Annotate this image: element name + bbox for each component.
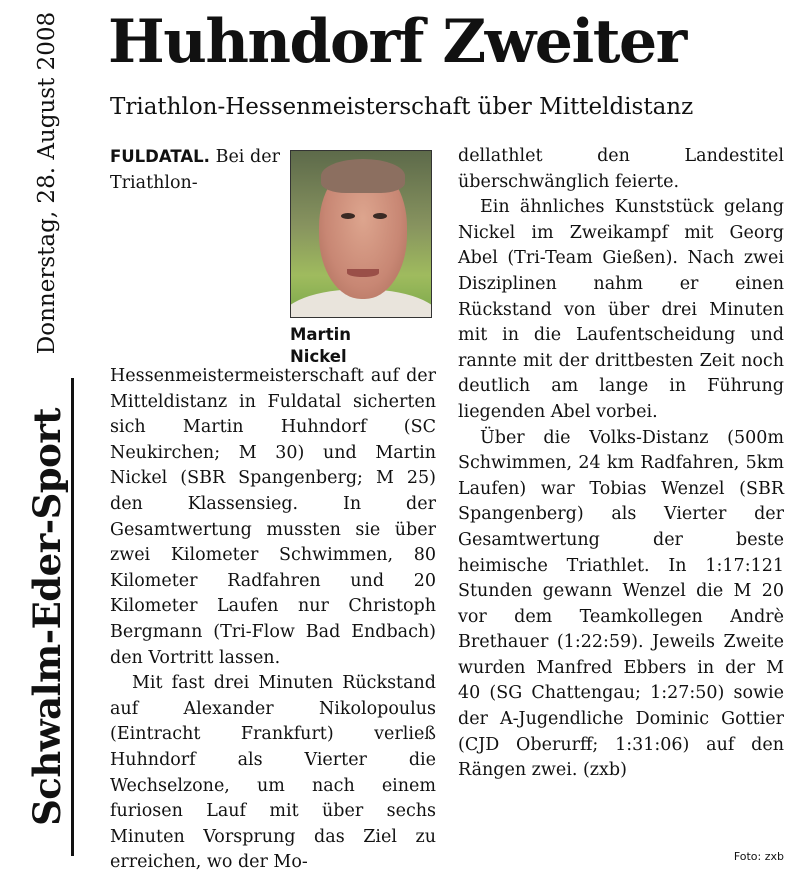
photo-block — [290, 150, 440, 366]
section-label: Schwalm-Eder-Sport — [25, 408, 69, 826]
section-divider — [71, 378, 74, 856]
dateline: FULDATAL. — [110, 147, 210, 166]
paragraph: Mit fast drei Minuten Rückstand auf Alexander Nikolopoulus (Eintracht Frankfurt) verließ Huhndorf als Vierter die Wechselzone, um nach einem furiosen Lauf mit über sechs Minuten Vorsprung das Ziel zu erreichen, wo der Mo- — [110, 673, 436, 873]
issue-date: Donnerstag, 28. August 2008 — [34, 11, 60, 355]
photo-credit: Foto: zxb — [733, 850, 784, 863]
paragraph: FULDATAL. Bei der Triathlon-Hessenmeistermeisterschaft auf der Mitteldistanz in Fuldatal sicherten sich Martin Huhndorf (SC Neukirchen; M 30) und Martin Nickel (SBR Spangenberg; M 25) den Klassensieg. In der Gesamtwertung mussten sie über zwei Kilometer Schwimmen, 80 Kilometer Radfahren und 20 Kilometer Laufen nur Christoph Bergmann (Tri-Flow Bad Endbach) den Vortritt lassen. — [110, 147, 436, 668]
paragraph: dellathlet den Landestitel überschwänglich feierte. — [458, 146, 784, 192]
paragraph: Über die Volks-Distanz (500m Schwimmen, 24 km Radfahren, 5km Laufen) war Tobias Wenzel (SBR Spangenberg) als Vierter der Gesamtwertung der beste heimische Triathlet. In 1:17:121 Stunden gewann Wenzel die M 20 vor dem Teamkollegen Andrè Brethauer (1:22:59). Jeweils Zweite wurden Manfred Ebbers in der M 40 (SG Chattengau; 1:27:50) sowie der A-Jugendliche Dominic Gottier (CJD Oberurff; 1:31:06) auf den Rängen zwei. (zxb) — [458, 427, 784, 781]
subheadline: Triathlon-Hessenmeisterschaft über Mitteldistanz — [110, 94, 694, 120]
article-column-1 — [110, 144, 436, 876]
photo-caption: Martin Nickel — [290, 325, 351, 366]
portrait-photo — [290, 150, 432, 318]
article-column-2 — [458, 144, 784, 784]
headline: Huhndorf Zweiter — [108, 7, 686, 77]
paragraph: Ein ähnliches Kunststück gelang Nickel im Zweikampf mit Georg Abel (Tri-Team Gießen). Nach zwei Disziplinen nahm er einen Rückstand von über drei Minuten mit in die Laufentscheidung und rannte mit der drittbesten Zeit noch deutlich am lange in Führung liegenden Abel vorbei. — [458, 197, 784, 422]
